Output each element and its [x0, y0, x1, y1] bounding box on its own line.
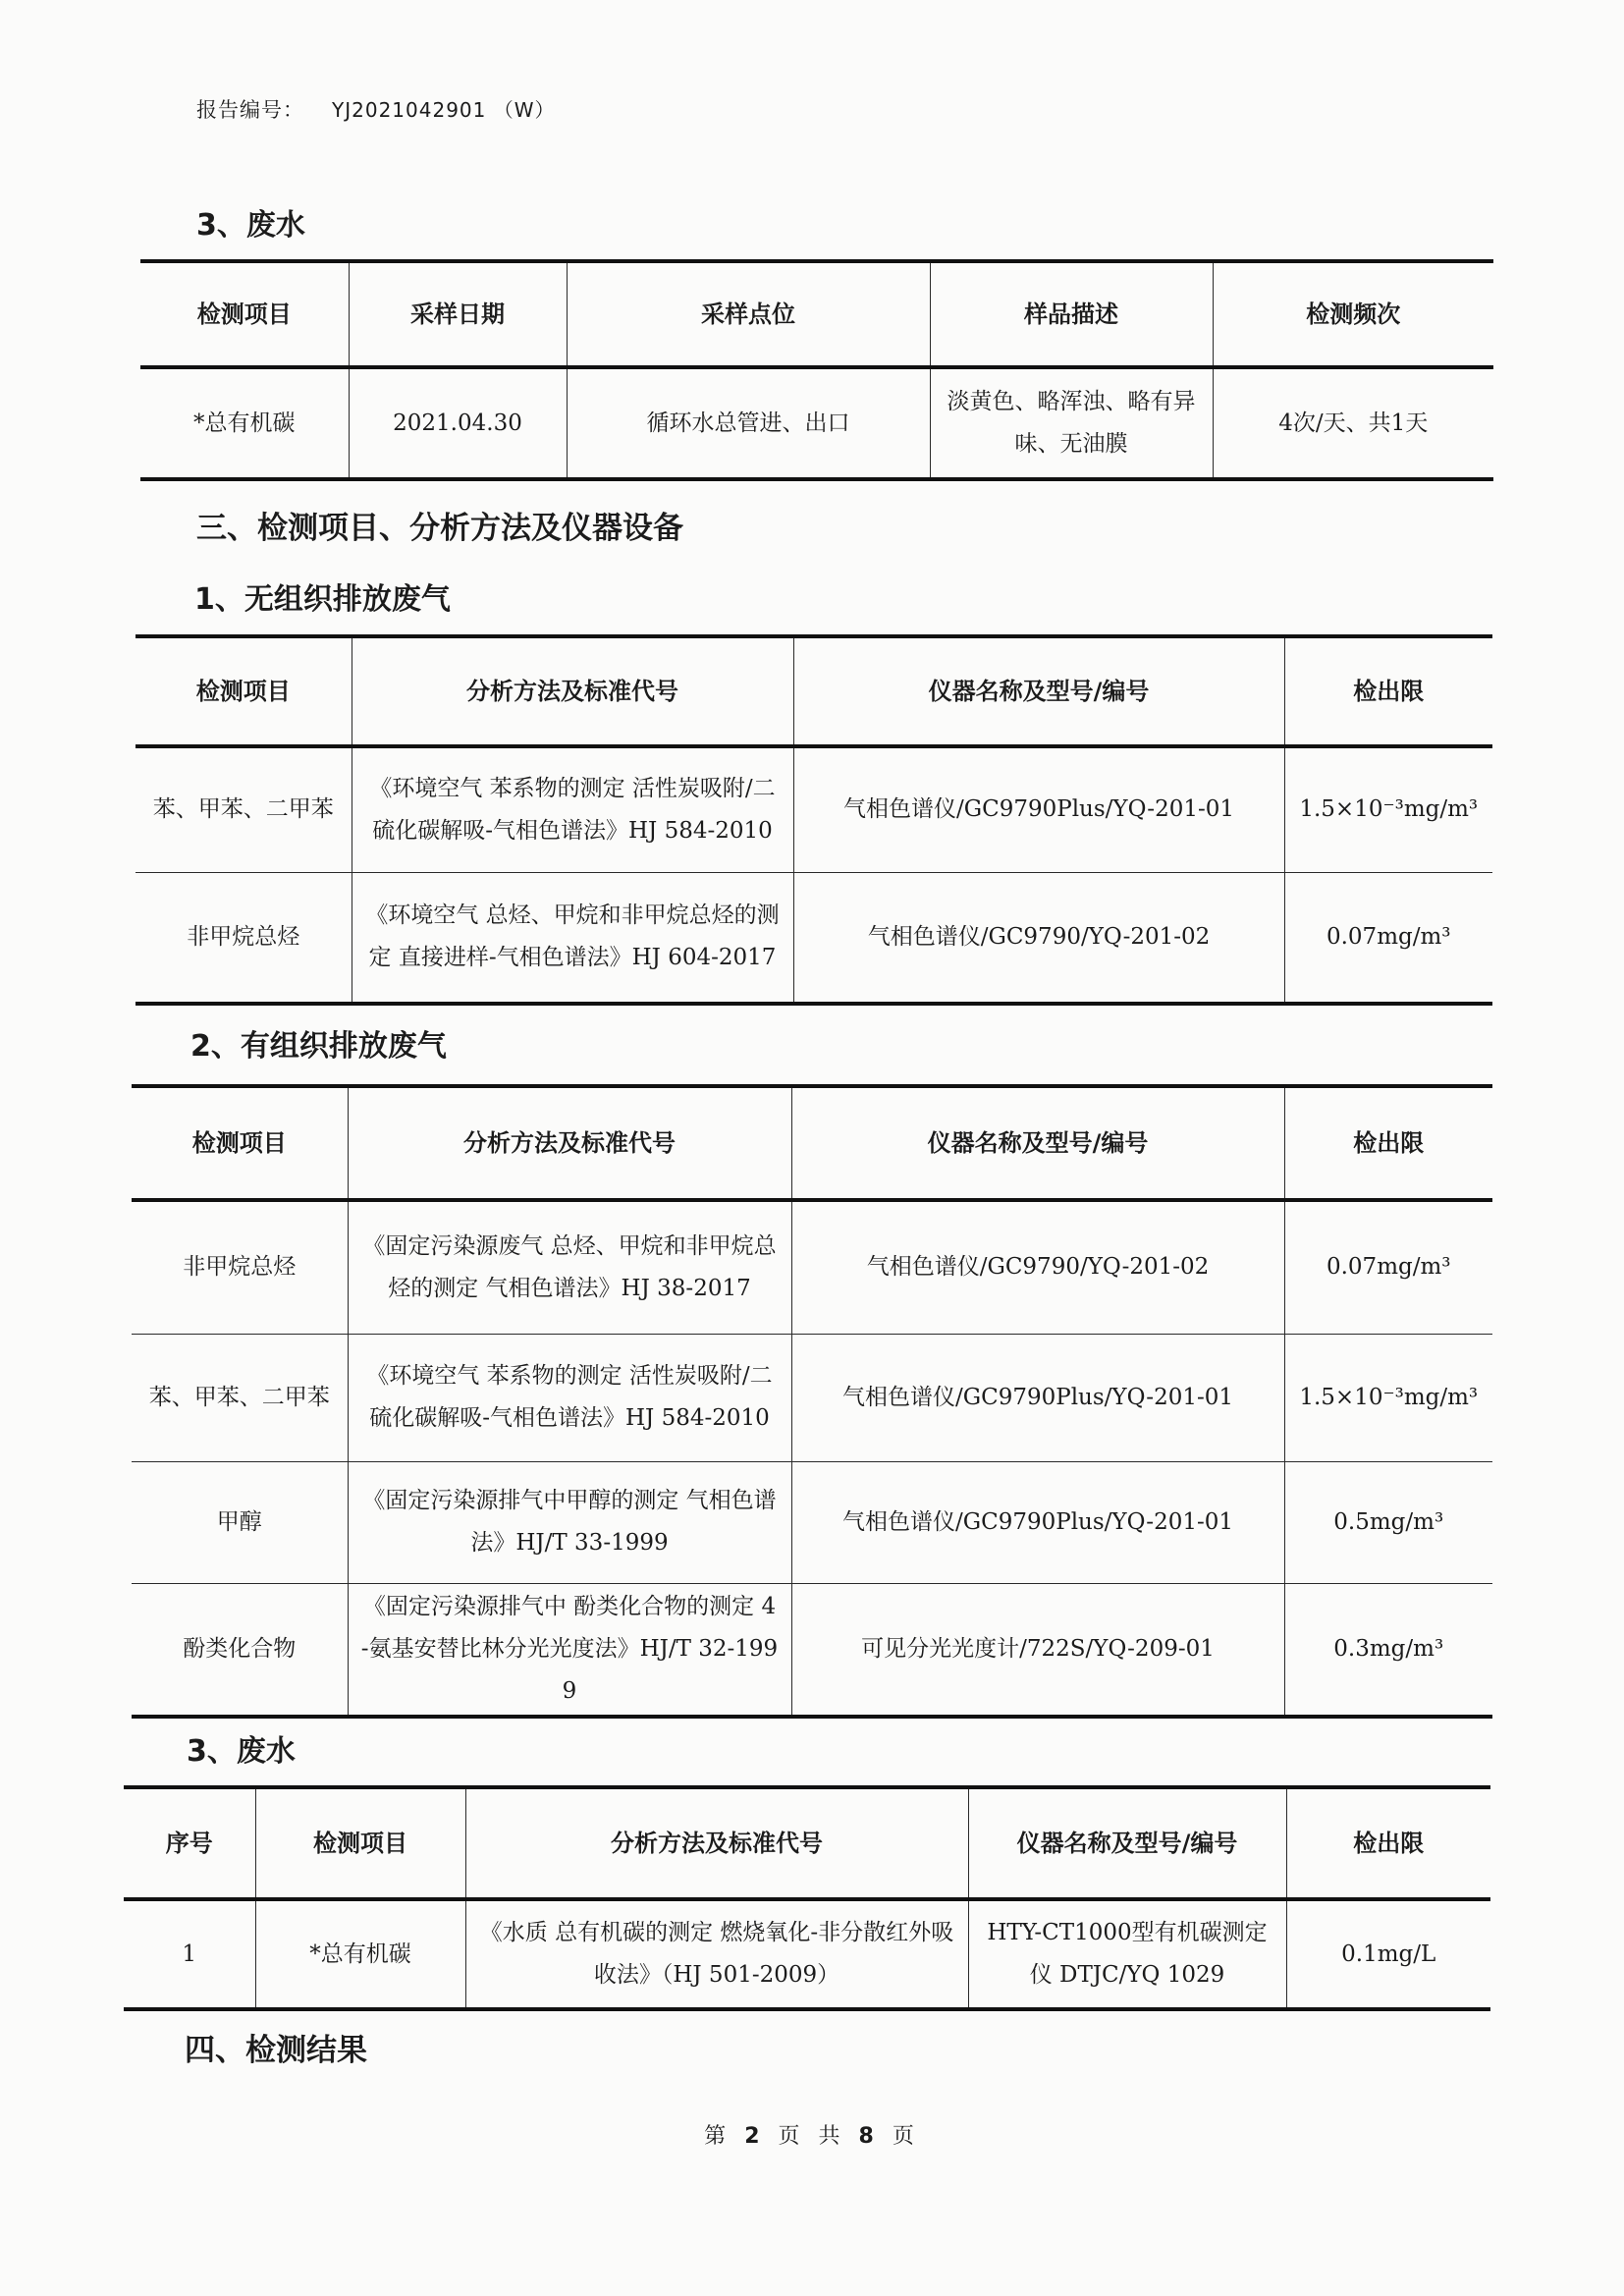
col-header: 样品描述 — [930, 261, 1213, 367]
cell-frequency: 4次/天、共1天 — [1213, 367, 1493, 479]
subsection-2-title: 2、有组织排放废气 — [190, 1029, 447, 1064]
cell-item: *总有机碳 — [255, 1899, 465, 2009]
col-header: 检出限 — [1286, 1787, 1490, 1899]
cell-instrument: 气相色谱仪/GC9790Plus/YQ-201-01 — [791, 1334, 1284, 1461]
cell-item: 甲醇 — [132, 1461, 348, 1583]
cell-description: 淡黄色、略浑浊、略有异味、无油膜 — [930, 367, 1213, 479]
col-header: 分析方法及标准代号 — [348, 1086, 791, 1200]
section-wastewater-title: 3、废水 — [196, 208, 305, 243]
table-row — [132, 1461, 1492, 1583]
col-header: 采样日期 — [349, 261, 567, 367]
col-header: 仪器名称及型号/编号 — [793, 636, 1284, 746]
col-header: 检测项目 — [132, 1086, 348, 1200]
cell-location: 循环水总管进、出口 — [567, 367, 930, 479]
footer-pre: 第 — [704, 2124, 732, 2149]
table-row — [132, 1334, 1492, 1461]
cell-limit: 0.5mg/m³ — [1284, 1461, 1492, 1583]
subsection-3-title: 3、废水 — [187, 1734, 296, 1769]
section-4-title: 四、检测结果 — [185, 2033, 367, 2068]
table-row — [140, 367, 1493, 479]
cell-index: 1 — [124, 1899, 255, 2009]
col-header: 分析方法及标准代号 — [352, 636, 793, 746]
organized-emission-table — [132, 1084, 1492, 1719]
cell-method: 《环境空气 苯系物的测定 活性炭吸附/二硫化碳解吸-气相色谱法》HJ 584-2010 — [352, 746, 793, 872]
table-row — [124, 1899, 1490, 2009]
cell-instrument: 可见分光光度计/722S/YQ-209-01 — [791, 1583, 1284, 1717]
cell-date: 2021.04.30 — [349, 367, 567, 479]
cell-instrument: HTY-CT1000型有机碳测定仪 DTJC/YQ 1029 — [968, 1899, 1286, 2009]
col-header: 仪器名称及型号/编号 — [968, 1787, 1286, 1899]
section-3-title: 三、检测项目、分析方法及仪器设备 — [196, 511, 683, 546]
table-header-row — [135, 636, 1492, 746]
cell-limit: 0.3mg/m³ — [1284, 1583, 1492, 1717]
cell-item: 非甲烷总烃 — [132, 1200, 348, 1334]
cell-item: *总有机碳 — [140, 367, 349, 479]
footer-mid: 页 共 — [778, 2124, 846, 2149]
table-header-row — [132, 1086, 1492, 1200]
wastewater-sampling-table — [140, 259, 1493, 481]
col-header: 采样点位 — [567, 261, 930, 367]
col-header: 序号 — [124, 1787, 255, 1899]
subsection-1-title: 1、无组织排放废气 — [194, 582, 451, 617]
footer-post: 页 — [892, 2124, 920, 2149]
cell-instrument: 气相色谱仪/GC9790/YQ-201-02 — [791, 1200, 1284, 1334]
col-header: 检测项目 — [140, 261, 349, 367]
cell-limit: 0.1mg/L — [1286, 1899, 1490, 2009]
col-header: 仪器名称及型号/编号 — [791, 1086, 1284, 1200]
cell-limit: 0.07mg/m³ — [1284, 1200, 1492, 1334]
report-number-value: YJ2021042901 （W） — [332, 98, 556, 122]
table-row — [132, 1583, 1492, 1717]
footer-total-pages: 8 — [858, 2124, 880, 2149]
cell-instrument: 气相色谱仪/GC9790/YQ-201-02 — [793, 872, 1284, 1004]
cell-method: 《固定污染源排气中 酚类化合物的测定 4-氨基安替比林分光光度法》HJ/T 32-1999 — [348, 1583, 791, 1717]
cell-item: 苯、甲苯、二甲苯 — [135, 746, 352, 872]
cell-item: 非甲烷总烃 — [135, 872, 352, 1004]
wastewater-method-table — [124, 1785, 1490, 2011]
cell-limit: 1.5×10⁻³mg/m³ — [1284, 746, 1492, 872]
col-header: 检测项目 — [255, 1787, 465, 1899]
cell-method: 《固定污染源废气 总烃、甲烷和非甲烷总烃的测定 气相色谱法》HJ 38-2017 — [348, 1200, 791, 1334]
col-header: 分析方法及标准代号 — [465, 1787, 968, 1899]
table-row — [135, 746, 1492, 872]
footer-page-number: 2 — [744, 2124, 766, 2149]
report-number-label: 报告编号： — [196, 98, 304, 122]
cell-method: 《固定污染源排气中甲醇的测定 气相色谱法》HJ/T 33-1999 — [348, 1461, 791, 1583]
cell-instrument: 气相色谱仪/GC9790Plus/YQ-201-01 — [793, 746, 1284, 872]
col-header: 检出限 — [1284, 1086, 1492, 1200]
fugitive-emission-table — [135, 634, 1492, 1006]
col-header: 检测频次 — [1213, 261, 1493, 367]
cell-limit: 1.5×10⁻³mg/m³ — [1284, 1334, 1492, 1461]
cell-limit: 0.07mg/m³ — [1284, 872, 1492, 1004]
cell-item: 酚类化合物 — [132, 1583, 348, 1717]
table-header-row — [140, 261, 1493, 367]
table-row — [132, 1200, 1492, 1334]
page-footer — [0, 2119, 1624, 2150]
cell-method: 《环境空气 总烃、甲烷和非甲烷总烃的测定 直接进样-气相色谱法》HJ 604-2017 — [352, 872, 793, 1004]
cell-item: 苯、甲苯、二甲苯 — [132, 1334, 348, 1461]
report-number-line — [196, 94, 556, 124]
col-header: 检出限 — [1284, 636, 1492, 746]
table-header-row — [124, 1787, 1490, 1899]
table-row — [135, 872, 1492, 1004]
cell-method: 《水质 总有机碳的测定 燃烧氧化-非分散红外吸收法》（HJ 501-2009） — [465, 1899, 968, 2009]
cell-method: 《环境空气 苯系物的测定 活性炭吸附/二硫化碳解吸-气相色谱法》HJ 584-2010 — [348, 1334, 791, 1461]
col-header: 检测项目 — [135, 636, 352, 746]
cell-instrument: 气相色谱仪/GC9790Plus/YQ-201-01 — [791, 1461, 1284, 1583]
